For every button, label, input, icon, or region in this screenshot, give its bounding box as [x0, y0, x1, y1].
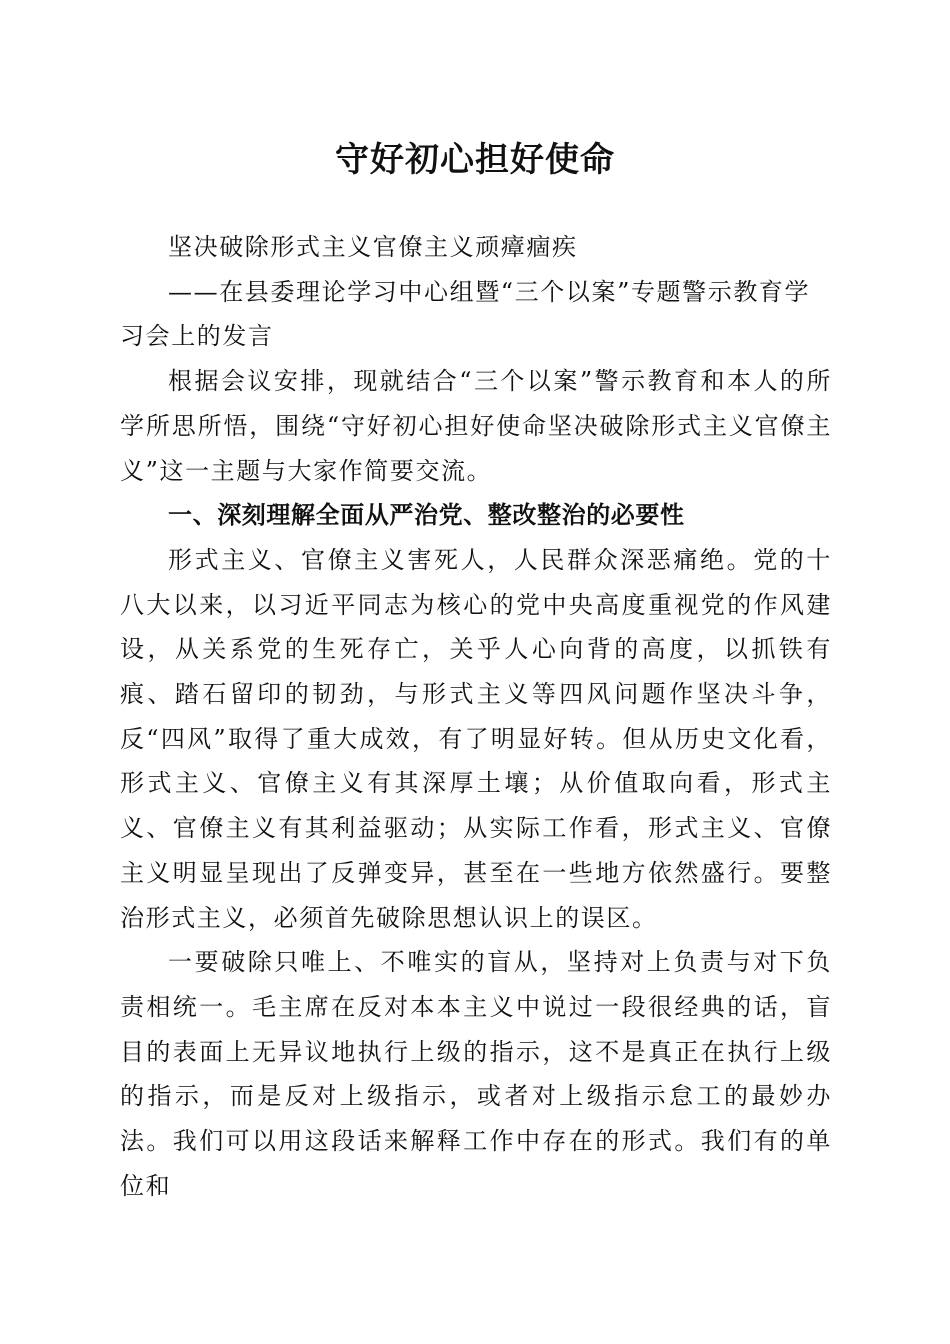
document-title: 守好初心担好使命 — [335, 140, 615, 180]
paragraph-1: 形式主义、官僚主义害死人，人民群众深恶痛绝。党的十八大以来，以习近平同志为核心的党中央高度重视党的作风建设，从关系党的生死存亡，关乎人心向背的高度，以抓铁有痕、踏石留印的韧劲，与形式主义等四风问题作坚决斗争，反“四风”取得了重大成效，有了明显好转。但从历史文化看，形式主义、官僚主义有其深厚土壤；从价值取向看，形式主义、官僚主义有其利益驱动；从实际工作看，形式主义、官僚主义明显呈现出了反弹变异，甚至在一些地方依然盛行。要整治形式主义，必须首先破除思想认识上的误区。 — [120, 545, 832, 932]
section-1-heading: 一、深刻理解全面从严治党、整改整治的必要性 — [168, 501, 685, 530]
byline-line-1: ——在县委理论学习中心组暨“三个以案”专题警示教育学 — [168, 277, 811, 306]
subtitle: 坚决破除形式主义官僚主义顽瘴痼疾 — [168, 233, 578, 261]
byline-line-2: 习会上的发言 — [120, 322, 274, 351]
intro-paragraph: 根据会议安排，现就结合“三个以案”警示教育和本人的所学所思所悟，围绕“守好初心担好使命坚决破除形式主义官僚主义”这一主题与大家作简要交流。 — [120, 367, 832, 485]
document-body — [120, 225, 832, 1208]
paragraph-2: 一要破除只唯上、不唯实的盲从，坚持对上负责与对下负责相统一。毛主席在反对本本主义中说过一段很经典的话，盲目的表面上无异议地执行上级的指示，这不是真正在执行上级的指示，而是反对上级指示，或者对上级指示怠工的最妙办法。我们可以用这段话来解释工作中存在的形式。我们有的单位和 — [120, 948, 832, 1200]
